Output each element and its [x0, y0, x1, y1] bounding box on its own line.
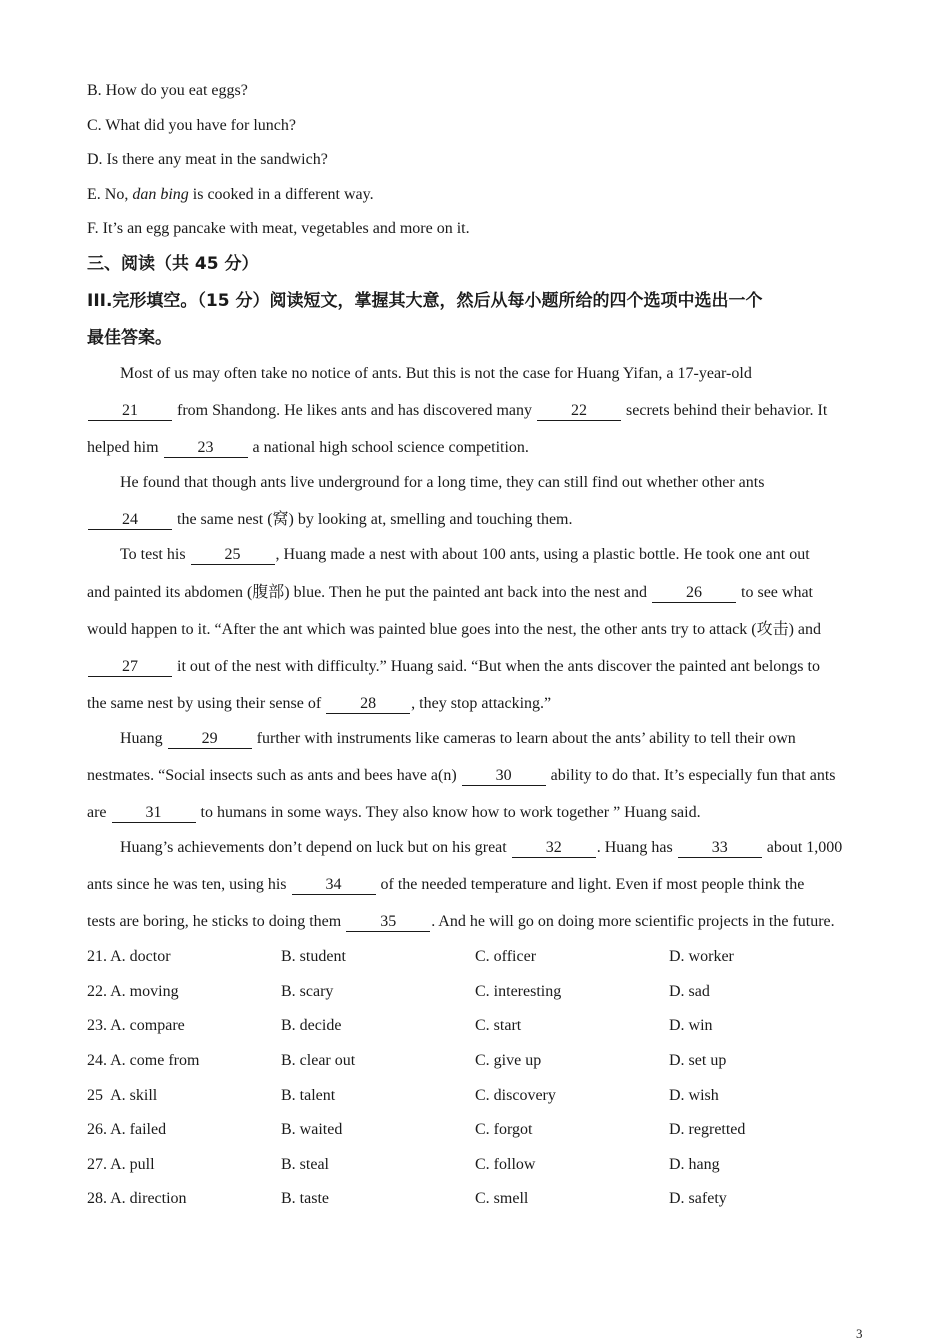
passage-line: To test his 25 , Huang made a nest with about 100 ants, using a plastic bottle. He took one ant out — [120, 546, 810, 563]
blank-32: 32 — [512, 839, 596, 858]
blank-31: 31 — [112, 804, 196, 823]
passage-line: the same nest by using their sense of 28 , they stop attacking.” — [87, 695, 552, 712]
question-option: 21. A. doctor — [87, 948, 171, 965]
blank-23: 23 — [164, 439, 248, 458]
blank-34: 34 — [292, 876, 376, 895]
passage-line: Most of us may often take no notice of ants. But this is not the case for Huang Yifan, a 17-year-old — [120, 365, 752, 382]
question-option: 27. A. pull — [87, 1156, 155, 1173]
option-f: F. It’s an egg pancake with meat, vegetables and more on it. — [87, 220, 470, 237]
page-number: 3 — [856, 1326, 863, 1341]
question-option: C. officer — [475, 948, 537, 965]
passage-line: helped him 23 a national high school science competition. — [87, 439, 529, 456]
blank-28: 28 — [326, 695, 410, 714]
question-option: 28. A. direction — [87, 1190, 187, 1207]
passage-line: nestmates. “Social insects such as ants and bees have a(n) 30 ability to do that. It’s especially fun that ants — [87, 767, 836, 784]
question-option: 25 A. skill — [87, 1087, 158, 1104]
blank-30: 30 — [462, 767, 546, 786]
passage-line: Huang 29 further with instruments like cameras to learn about the ants’ ability to tell their own — [120, 730, 796, 747]
passage-line: He found that though ants live underground for a long time, they can still find out whether other ants — [120, 474, 765, 491]
question-option: B. steal — [281, 1156, 329, 1173]
blank-22: 22 — [537, 402, 621, 421]
passage-line: ants since he was ten, using his 34 of the needed temperature and light. Even if most people think the — [87, 876, 805, 893]
option-e: E. No, dan bing is cooked in a different way. — [87, 186, 374, 203]
question-option: B. taste — [281, 1190, 329, 1207]
blank-35: 35 — [346, 913, 430, 932]
blank-26: 26 — [652, 584, 736, 603]
question-option: D. hang — [669, 1156, 720, 1173]
blank-25: 25 — [191, 546, 275, 565]
question-option: D. set up — [669, 1052, 727, 1069]
question-option: D. win — [669, 1017, 713, 1034]
option-d: D. Is there any meat in the sandwich? — [87, 151, 328, 168]
passage-line: would happen to it. “After the ant which was painted blue goes into the nest, the other ants try to attack (攻击) and — [87, 621, 822, 638]
passage-line: tests are boring, he sticks to doing them 35 . And he will go on doing more scientific projects in the future. — [87, 913, 835, 930]
question-option: B. student — [281, 948, 346, 965]
passage-line: 21 from Shandong. He likes ants and has discovered many 22 secrets behind their behavior. It — [87, 401, 827, 421]
question-option: 23. A. compare — [87, 1017, 185, 1034]
question-option: C. give up — [475, 1052, 542, 1069]
question-option: 24. A. come from — [87, 1052, 200, 1069]
blank-24: 24 — [88, 511, 172, 530]
blank-29: 29 — [168, 730, 252, 749]
passage-line: 27 it out of the nest with difficulty.” Huang said. “But when the ants discover the painted ant belongs to — [87, 657, 820, 677]
question-option: C. interesting — [475, 983, 562, 1000]
question-option: B. clear out — [281, 1052, 356, 1069]
question-option: B. scary — [281, 983, 334, 1000]
question-option: D. worker — [669, 948, 734, 965]
passage-line: Huang’s achievements don’t depend on luck but on his great 32 . Huang has 33 about 1,000 — [120, 839, 843, 856]
question-option: C. start — [475, 1017, 522, 1034]
passage-line: and painted its abdomen (腹部) blue. Then he put the painted ant back into the nest and 26 to see what — [87, 584, 813, 601]
blank-21: 21 — [88, 402, 172, 421]
section-title: 三、阅读（共 45 分） — [87, 254, 259, 274]
question-option: D. regretted — [669, 1121, 746, 1138]
option-c: C. What did you have for lunch? — [87, 117, 296, 134]
question-option: C. follow — [475, 1156, 536, 1173]
cloze-instructions-1: III.完形填空。（15 分）阅读短文，掌握其大意，然后从每小题所给的四个选项中选出一个 — [87, 291, 763, 311]
question-option: 26. A. failed — [87, 1121, 167, 1138]
question-option: C. smell — [475, 1190, 529, 1207]
question-option: B. decide — [281, 1017, 342, 1034]
passage-line: 24 the same nest (窝) by looking at, smelling and touching them. — [87, 510, 573, 530]
option-b: B. How do you eat eggs? — [87, 82, 248, 99]
blank-27: 27 — [88, 658, 172, 677]
question-option: D. wish — [669, 1087, 719, 1104]
question-option: B. waited — [281, 1121, 343, 1138]
cloze-instructions-2: 最佳答案。 — [87, 328, 172, 348]
question-option: C. forgot — [475, 1121, 533, 1138]
question-option: C. discovery — [475, 1087, 556, 1104]
blank-33: 33 — [678, 839, 762, 858]
question-option: 22. A. moving — [87, 983, 179, 1000]
question-option: B. talent — [281, 1087, 336, 1104]
question-option: D. sad — [669, 983, 710, 1000]
passage-line: are 31 to humans in some ways. They also know how to work together ” Huang said. — [87, 804, 701, 821]
question-option: D. safety — [669, 1190, 727, 1207]
